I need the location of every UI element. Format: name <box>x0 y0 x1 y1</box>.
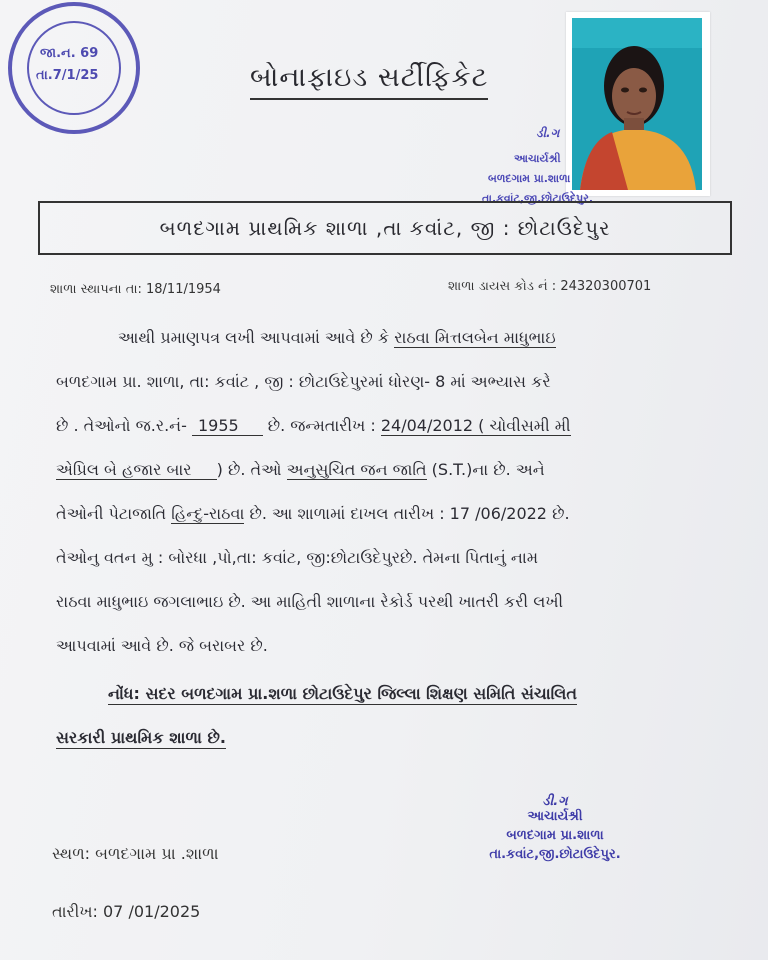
subcaste-label: તેઓની પેટાજાતિ <box>56 504 172 523</box>
principal-title: આચાર્યશ્રી <box>527 809 583 824</box>
gr-number: 1955 <box>192 416 263 436</box>
certificate-title: બોનાફાઇડ સર્ટીફિકેટ <box>250 62 488 100</box>
caste-category: અનુસુચિત જન જાતિ <box>286 460 427 479</box>
body-line-6: તેઓનુ વતન મુ : બોરધા ,પો,તા: કવાંટ, જી:છોટાઉદેપુરછે. તેમના પિતાનું નામ <box>56 548 539 567</box>
gr-label: છે . તેઓનો જ.ર.નં- <box>56 416 192 435</box>
stamp-date: તા.7/1/25 <box>36 68 99 83</box>
student-photo <box>566 12 710 196</box>
school-name: બળદગામ પ્રાથમિક શાળા ,તા કવાંટ, જી : છોટાઉદેપુર <box>159 216 611 240</box>
category-label: ) છે. તેઓ <box>216 460 287 479</box>
principal-signature: ડી.ગ <box>542 794 568 809</box>
dise-code: શાળા ડાયસ કોડ નં : 24320300701 <box>448 279 652 294</box>
principal-address-top: તા.કવાંટ,જી.છોટાઉદેપુર. <box>482 192 594 205</box>
dob-label: છે. જન્મતારીખ : <box>262 416 381 435</box>
principal-title-top: આચાર્યશ્રી <box>514 152 561 165</box>
body-line-2: બળદગામ પ્રા. શાળા, તા: કવાંટ , જી : છોટાઉદેપુરમાં ધોરણ- 8 માં અભ્યાસ કરે <box>56 372 551 391</box>
student-photo-image <box>572 18 702 190</box>
school-name-box <box>38 201 732 255</box>
body-line-1 <box>118 328 556 348</box>
stamp-reference-number: જા.ન. 69 <box>40 46 99 61</box>
issue-date: તારીખ: 07 /01/2025 <box>52 902 201 921</box>
intro-text: આથી પ્રમાણપત્ર લખી આપવામાં આવે છે કે <box>118 328 395 347</box>
establishment-date: શાળા સ્થાપના તા: 18/11/1954 <box>50 282 221 297</box>
dob-in-words: એપ્રિલ બે હજાર બાર <box>56 460 217 480</box>
principal-address: તા.કવાંટ,જી.છોટાઉદેપુર. <box>489 847 621 862</box>
body-line-8: આપવામાં આવે છે. જે બરાબર છે. <box>56 636 268 655</box>
body-line-5 <box>56 504 570 524</box>
place: સ્થળ: બળદગામ પ્રા .શાળા <box>52 844 219 863</box>
note-line-2: સરકારી પ્રાથમિક શાળા છે. <box>56 728 226 747</box>
category-suffix: (S.T.)ના છે. અને <box>426 460 545 479</box>
student-name: રાઠવા મિત્તલબેન માધુભાઇ <box>394 328 556 347</box>
principal-school: બળદગામ પ્રા.શાળા <box>506 828 604 843</box>
admission-date-text: છે. આ શાળામાં દાખલ તારીખ : 17 /06/2022 છે. <box>244 504 570 523</box>
subcaste-value: હિન્દુ-રાઠવા <box>171 504 245 523</box>
school-round-stamp <box>8 2 140 134</box>
body-line-3 <box>56 416 571 436</box>
dob-value: 24/04/2012 ( ચોવીસમી મી <box>380 416 571 435</box>
principal-signature-top: ડી.ગ <box>536 126 560 140</box>
body-line-7: રાઠવા માધુભાઇ જગલાભાઇ છે. આ માહિતી શાળાના રેકોર્ડ પરથી ખાતરી કરી લખી <box>56 592 564 611</box>
note-line-1: નોંધ: સદર બળદગામ પ્રા.શળા છોટાઉદેપુર જિલ્લા શિક્ષણ સમિતિ સંચાલિત <box>108 684 577 703</box>
body-line-4 <box>56 460 545 480</box>
principal-signature-block <box>470 794 640 862</box>
principal-school-top: બળદગામ પ્રા.શાળા <box>488 172 571 185</box>
